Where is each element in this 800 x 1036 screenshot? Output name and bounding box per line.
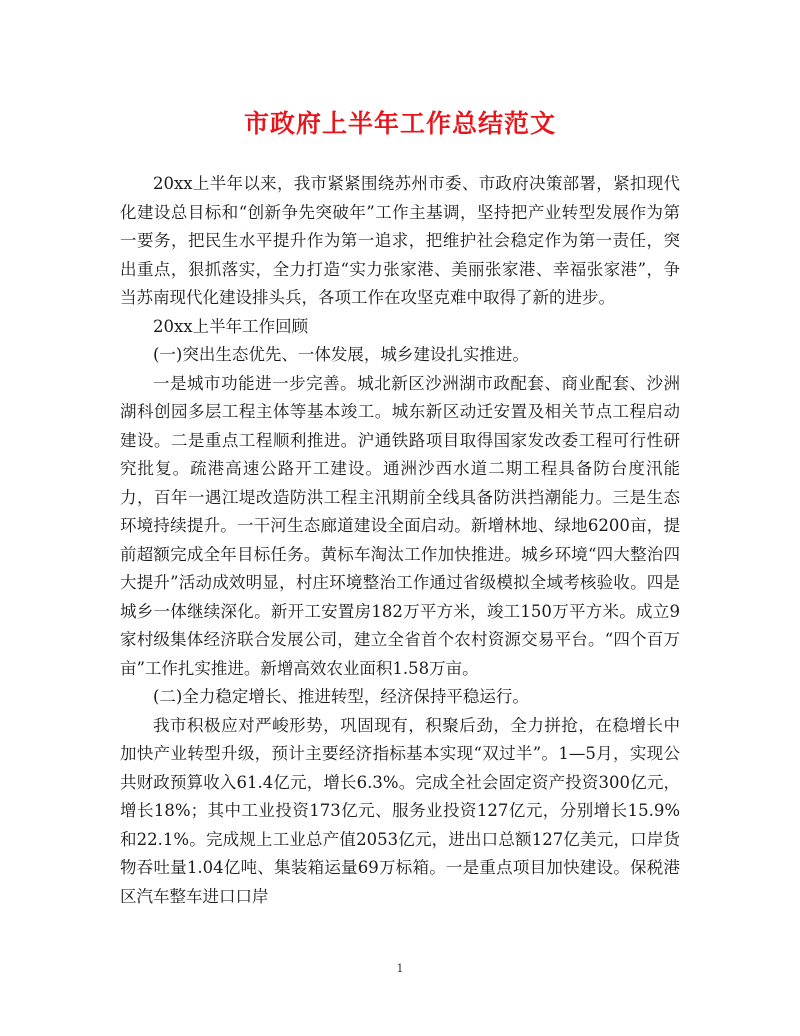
paragraph-intro: 20xx上半年以来，我市紧紧围绕苏州市委、市政府决策部署，紧扣现代化建设总目标和“创新争先突破年”工作主基调，坚持把产业转型发展作为第一要务，把民生水平提升作为第一追求，把维护社会稳定作为第一责任，突出重点，狠抓落实，全力打造“实力张家港、美丽张家港、幸福张家港”，争当苏南现代化建设排头兵，各项工作在攻坚克难中取得了新的进步。 — [120, 174, 680, 307]
paragraph-section-1: 一是城市功能进一步完善。城北新区沙洲湖市政配套、商业配套、沙洲湖科创园多层工程主体等基本竣工。城东新区动迁安置及相关节点工程启动建设。二是重点工程顺利推进。沪通铁路项目取得国家发改委工程可行性研究批复。疏港高速公路开工建设。通洲沙西水道二期工程具备防台度汛能力，百年一遇江堤改造防洪工程主汛期前全线具备防洪挡潮能力。三是生态环境持续提升。一干河生态廊道建设全面启动。新增林地、绿地6200亩，提前超额完成全年目标任务。黄标车淘汰工作加快推进。城乡环境“四大整治四大提升”活动成效明显，村庄环境整治工作通过省级模拟全域考核验收。四是城乡一体继续深化。新开工安置房182万平方米，竣工150万平方米。成立9家村级集体经济联合发展公司，建立全省首个农村资源交易平台。“四个百万亩”工作扎实推进。新增高效农业面积1.58万亩。 — [120, 373, 680, 678]
paragraph-review-heading: 20xx上半年工作回顾 — [153, 316, 309, 336]
document-title: 市政府上半年工作总结范文 — [243, 109, 556, 138]
page-number: 1 — [396, 962, 404, 975]
paragraph-section-2: 我市积极应对严峻形势，巩固现有，积聚后劲，全力拼抢，在稳增长中加快产业转型升级，预计主要经济指标基本实现“双过半”。1—5月，实现公共财政预算收入61.4亿元，增长6.3%。完成全社会固定资产投资300亿元，增长18%；其中工业投资173亿元、服务业投资127亿元，分别增长15.9%和22.1%。完成规上工业总产值2053亿元，进出口总额127亿美元，口岸货物吞吐量1.04亿吨、集装箱运量69万标箱。一是重点项目加快建设。保税港区汽车整车进口口岸 — [120, 715, 680, 906]
section-heading-2: (二)全力稳定增长、推进转型，经济保持平稳运行。 — [153, 687, 529, 706]
document-body — [120, 170, 680, 911]
section-heading-1: (一)突出生态优先、一体发展，城乡建设扎实推进。 — [153, 345, 529, 364]
